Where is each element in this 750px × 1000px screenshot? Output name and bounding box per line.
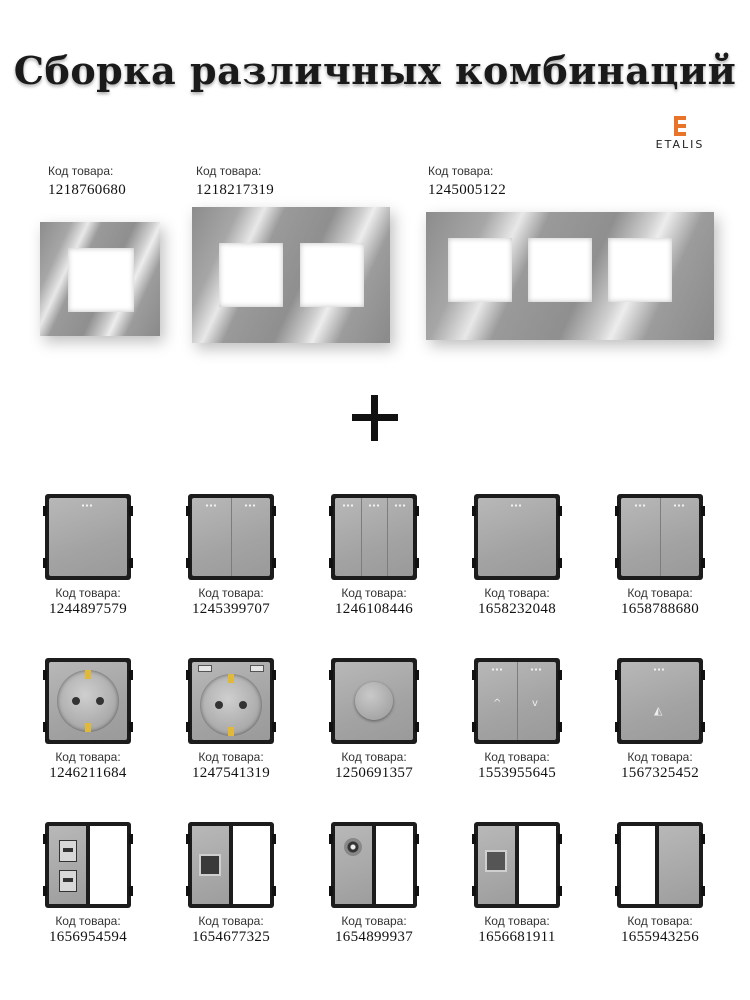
code-number: 1218217319 [196,182,274,198]
mounting-clip [472,670,476,680]
switch-one-key-icon [45,494,131,580]
code-number: 1244897579 [49,601,127,617]
code-label: Код товара: [341,750,407,764]
code-label: Код товара: [55,750,121,764]
frame-code-1 [48,162,126,200]
frame-code-3 [428,162,506,200]
do-not-disturb-switch-icon: ◭ [617,658,703,744]
mounting-clip [129,834,133,844]
mounting-clip [272,558,276,568]
code-number: 1654677325 [192,929,270,945]
mounting-clip [701,670,705,680]
mounting-clip [43,886,47,896]
code-number: 1247541319 [192,765,270,781]
mounting-clip [701,834,705,844]
mounting-clip [415,834,419,844]
mounting-clip [615,834,619,844]
mounting-clip [129,558,133,568]
blinds-switch-icon: ^ v [474,658,560,744]
mounting-clip [272,834,276,844]
mounting-clip [272,670,276,680]
mounting-clip [701,886,705,896]
module-item [18,658,158,782]
code-number: 1658788680 [621,601,699,617]
frame-window [608,238,672,302]
code-label: Код товара: [428,164,494,178]
code-label: Код товара: [627,750,693,764]
mounting-clip [472,722,476,732]
mounting-clip [43,558,47,568]
code-number: 1658232048 [478,601,556,617]
code-number: 1567325452 [621,765,699,781]
mounting-clip [415,722,419,732]
code-number: 1656954594 [49,929,127,945]
module-item [590,494,730,618]
mounting-clip [329,834,333,844]
code-label: Код товара: [627,914,693,928]
code-label: Код товара: [198,914,264,928]
mounting-clip [701,506,705,516]
mounting-clip [472,506,476,516]
code-label: Код товара: [341,914,407,928]
code-number: 1250691357 [335,765,413,781]
mounting-clip [186,834,190,844]
rj45-half-icon [188,822,274,908]
code-number: 1654899937 [335,929,413,945]
mounting-clip [186,886,190,896]
frame-window [448,238,512,302]
frame-window [300,243,364,307]
code-label: Код товара: [55,586,121,600]
mounting-clip [615,886,619,896]
mounting-clip [558,834,562,844]
code-number: 1553955645 [478,765,556,781]
mounting-clip [129,506,133,516]
tv-socket-half-icon [331,822,417,908]
module-item [304,822,444,946]
mounting-clip [472,558,476,568]
module-item [304,658,444,782]
code-label: Код товара: [484,586,550,600]
mounting-clip [186,558,190,568]
mounting-clip [615,506,619,516]
etalis-logo-icon [672,116,688,136]
mounting-clip [415,886,419,896]
mounting-clip [43,670,47,680]
mounting-clip [329,670,333,680]
code-label: Код товара: [48,164,114,178]
frame-window [219,243,283,307]
switch-two-key-icon [188,494,274,580]
frame-code-2 [196,162,274,200]
page-title: Сборка различных комбинаций [13,48,737,93]
code-label: Код товара: [484,750,550,764]
mounting-clip [186,722,190,732]
module-item [447,822,587,946]
socket-usb-icon [188,658,274,744]
plus-icon [352,395,398,441]
mounting-clip [615,722,619,732]
module-item [304,494,444,618]
code-number: 1245005122 [428,182,506,198]
code-label: Код товара: [627,586,693,600]
code-number: 1655943256 [621,929,699,945]
mounting-clip [43,506,47,516]
frame-single [40,222,160,336]
socket-icon [45,658,131,744]
brand-logo [640,116,720,151]
mounting-clip [415,670,419,680]
usb-charger-half-icon [45,822,131,908]
mounting-clip [43,834,47,844]
mounting-clip [615,670,619,680]
mounting-clip [701,558,705,568]
mounting-clip [415,558,419,568]
switch-two-key-icon [617,494,703,580]
frame-window [528,238,592,302]
switch-three-key-icon [331,494,417,580]
module-item [590,658,730,782]
mounting-clip [329,886,333,896]
mounting-clip [329,506,333,516]
network-socket-half-icon [474,822,560,908]
frame-triple [426,212,714,340]
mounting-clip [472,886,476,896]
mounting-clip [186,670,190,680]
mounting-clip [272,506,276,516]
mounting-clip [558,670,562,680]
code-number: 1246108446 [335,601,413,617]
mounting-clip [472,834,476,844]
mounting-clip [558,506,562,516]
mounting-clip [701,722,705,732]
module-item [447,658,587,782]
mounting-clip [186,506,190,516]
frame-window [68,248,134,312]
code-label: Код товара: [55,914,121,928]
mounting-clip [558,886,562,896]
dimmer-icon [331,658,417,744]
mounting-clip [272,886,276,896]
mounting-clip [43,722,47,732]
mounting-clip [272,722,276,732]
module-item [18,494,158,618]
code-label: Код товара: [198,586,264,600]
code-number: 1218760680 [48,182,126,198]
mounting-clip [415,506,419,516]
mounting-clip [615,558,619,568]
mounting-clip [129,722,133,732]
mounting-clip [129,886,133,896]
code-label: Код товара: [196,164,262,178]
code-label: Код товара: [198,750,264,764]
switch-one-key-icon [474,494,560,580]
code-label: Код товара: [341,586,407,600]
code-label: Код товара: [484,914,550,928]
frame-double [192,207,390,343]
module-item [447,494,587,618]
mounting-clip [558,558,562,568]
code-number: 1245399707 [192,601,270,617]
mounting-clip [129,670,133,680]
module-item [161,658,301,782]
module-item [18,822,158,946]
module-item [161,494,301,618]
mounting-clip [558,722,562,732]
mounting-clip [329,722,333,732]
code-number: 1656681911 [478,929,556,945]
brand-name: ETALIS [655,138,705,151]
blank-half-icon [617,822,703,908]
module-item [161,822,301,946]
code-number: 1246211684 [49,765,127,781]
module-item [590,822,730,946]
mounting-clip [329,558,333,568]
